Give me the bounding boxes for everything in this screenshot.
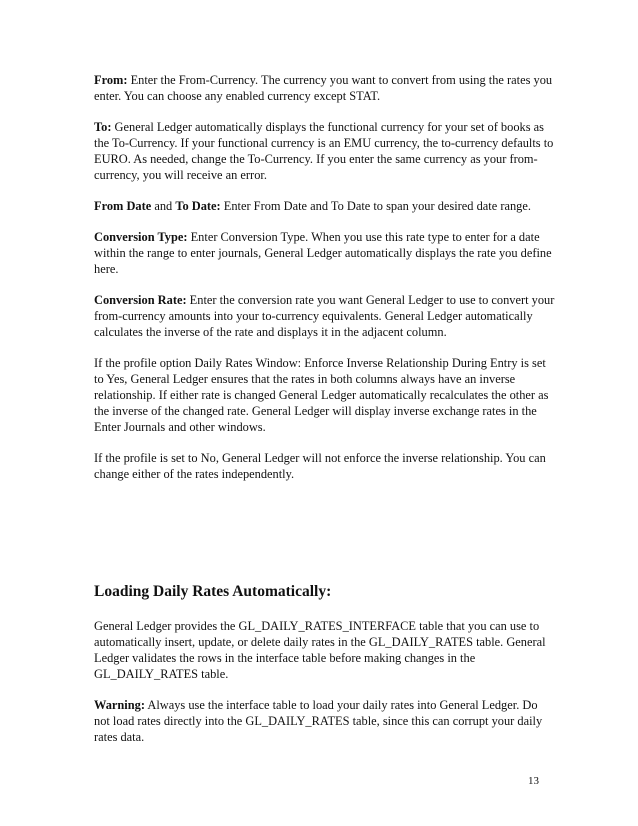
conversion-rate-text: Enter the conversion rate you want General Ledger to use to convert your from-currency amounts into your to-currency equivalents. General Ledger automatically calculates the inverse of the rate and displays it in the adjacent column. — [94, 293, 555, 339]
profile-yes-paragraph: If the profile option Daily Rates Window: Enforce Inverse Relationship During Entry is set to Yes, General Ledger ensures that the rates in both columns always have an inverse relationship. If either rate is changed General Ledger automatically recalculates the other as the inverse of the changed rate. General Ledger will display inverse exchange rates in the Enter Journals and other windows. — [94, 356, 549, 434]
conversion-type-text: Enter Conversion Type. When you use this rate type to enter for a date within the range to enter journals, General Ledger automatically displays the rate you define here. — [94, 230, 552, 276]
loading-intro-paragraph: General Ledger provides the GL_DAILY_RATES_INTERFACE table that you can use to automatically insert, update, or delete daily rates in the GL_DAILY_RATES table. General Ledger validates the rows in the interface table before making changes in the GL_DAILY_RATES table. — [94, 619, 546, 681]
to-text: General Ledger automatically displays the functional currency for your set of books as the To-Currency. If your functional currency is an EMU currency, the to-currency defaults to EURO. As needed, change the To-Currency. If you enter the same currency as your from-currency, you will receive an error. — [94, 120, 554, 182]
blank-space — [94, 497, 556, 582]
dates-and: and — [151, 199, 176, 213]
to-label: To: — [94, 120, 112, 134]
dates-text: Enter From Date and To Date to span your desired date range. — [220, 199, 531, 213]
section-heading: Loading Daily Rates Automatically: — [94, 583, 332, 600]
from-text: Enter the From-Currency. The currency you want to convert from using the rates you enter. You can choose any enabled currency except STAT. — [94, 73, 553, 103]
page-content — [94, 72, 556, 760]
conversion-type-label: Conversion Type: — [94, 230, 188, 244]
from-date-label: From Date — [94, 199, 152, 213]
conversion-type-paragraph — [94, 229, 556, 277]
profile-no-paragraph: If the profile is set to No, General Ledger will not enforce the inverse relationship. You can change either of the rates independently. — [94, 451, 546, 481]
conversion-rate-label: Conversion Rate: — [94, 293, 187, 307]
page-number: 13 — [528, 775, 539, 787]
from-label: From: — [94, 73, 128, 87]
warning-text: Always use the interface table to load your daily rates into General Ledger. Do not load rates directly into the GL_DAILY_RATES table, since this can corrupt your daily rates data. — [94, 698, 543, 744]
warning-paragraph — [94, 697, 556, 745]
from-paragraph — [94, 72, 556, 104]
conversion-rate-paragraph — [94, 292, 556, 340]
dates-paragraph — [94, 198, 556, 214]
to-paragraph — [94, 119, 556, 183]
warning-label: Warning: — [94, 698, 145, 712]
to-date-label: To Date: — [175, 199, 221, 213]
